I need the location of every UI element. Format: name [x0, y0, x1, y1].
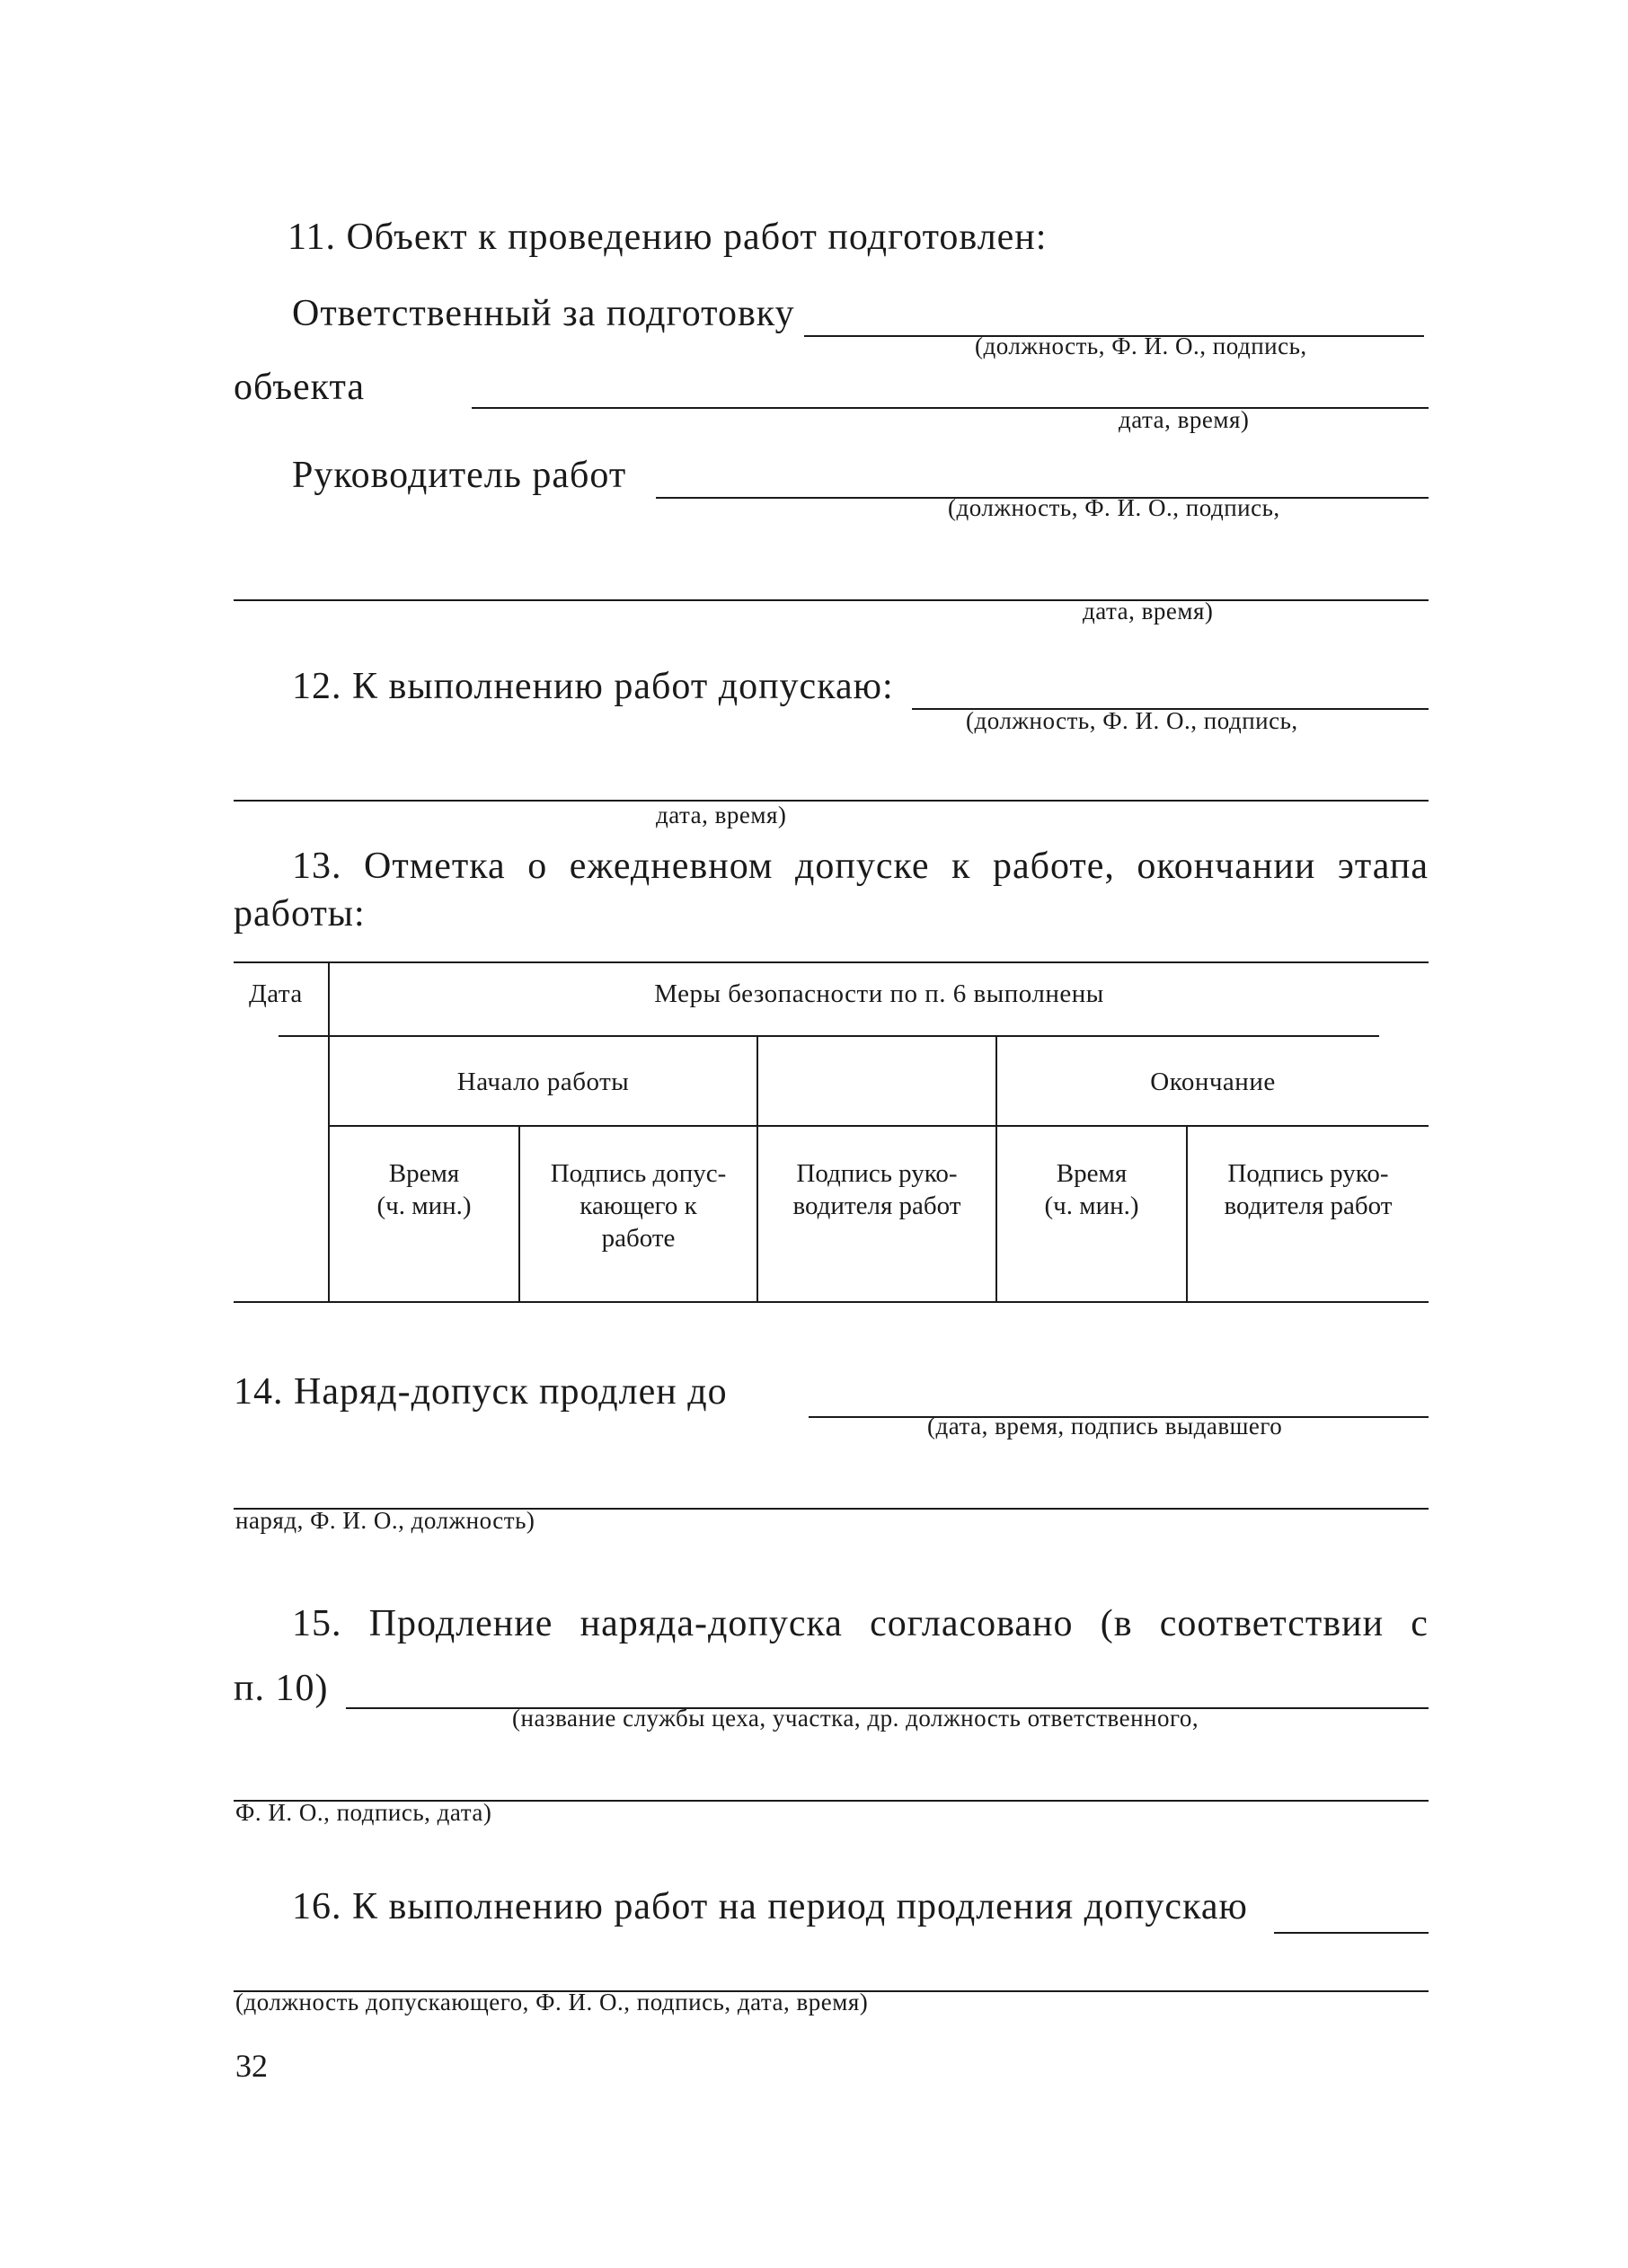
- work-start-header: Начало работы: [456, 1068, 630, 1096]
- agreement-caption-2: Ф. И. О., подпись, дата): [235, 1799, 492, 1826]
- end-time-cell: Время (ч. мин.): [1044, 1159, 1139, 1220]
- admitter-signature-line-2[interactable]: [234, 800, 1429, 802]
- section-15-heading-word: 15.: [292, 1603, 342, 1644]
- section-13-heading-word: 13.: [292, 846, 342, 887]
- section-15-heading-word: соответствии: [1159, 1603, 1385, 1644]
- work-lead-caption-2: дата, время): [1083, 598, 1214, 625]
- section-12-label: 12. К выполнению работ допускаю:: [292, 666, 894, 707]
- section-15-label-continued: п. 10): [234, 1668, 329, 1709]
- safety-measures-header: Меры безопасности по п. 6 выполнены: [654, 979, 1104, 1008]
- section-13-heading-word: о: [527, 846, 548, 887]
- section-15-heading-word: наряда-допуска: [580, 1603, 843, 1644]
- table-rule-3: [328, 1125, 1429, 1127]
- extension-caption-2: наряд, Ф. И. О., должность): [235, 1507, 535, 1534]
- table-col-rule-1: [328, 961, 330, 1303]
- lead-signature-end-cell: Подпись руко- водителя работ: [1224, 1159, 1393, 1220]
- admitter-signature-cell: Подпись допус- кающего к работе: [550, 1159, 727, 1253]
- extension-admitter-caption: (должность допускающего, Ф. И. О., подпись, дата, время): [235, 1989, 869, 2016]
- section-13-heading-word: этапа: [1337, 846, 1429, 887]
- date-column-header: Дата: [249, 979, 303, 1008]
- agreement-caption-1: (название службы цеха, участка, др. должность ответственного,: [512, 1705, 1199, 1732]
- section-11-heading: 11. Объект к проведению работ подготовлен:: [288, 217, 1048, 258]
- section-13-heading-word: ежедневном: [569, 846, 774, 887]
- responsible-caption-1: (должность, Ф. И. О., подпись,: [975, 332, 1307, 359]
- section-13-heading-continued: работы:: [234, 893, 366, 935]
- responsible-label-continued: объекта: [234, 367, 366, 408]
- work-lead-caption-1: (должность, Ф. И. О., подпись,: [948, 494, 1280, 521]
- admitter-caption-1: (должность, Ф. И. О., подпись,: [966, 707, 1298, 734]
- section-13-heading-word: допуске: [795, 846, 930, 887]
- page-number: 32: [235, 2048, 268, 2084]
- responsible-signature-line-2[interactable]: [472, 407, 1429, 409]
- admitter-caption-2: дата, время): [656, 802, 787, 828]
- work-lead-label: Руководитель работ: [292, 455, 627, 496]
- start-time-cell: Время (ч. мин.): [376, 1159, 472, 1220]
- extension-caption-1: (дата, время, подпись выдавшего: [927, 1413, 1283, 1440]
- work-end-header: Окончание: [1150, 1068, 1276, 1096]
- lead-signature-start-cell: Подпись руко- водителя работ: [792, 1159, 961, 1220]
- section-15-heading-word: с: [1411, 1603, 1429, 1644]
- extension-admitter-signature-line[interactable]: [1274, 1932, 1429, 1934]
- responsible-label: Ответственный за подготовку: [292, 293, 795, 334]
- section-13-heading-word: окончании: [1137, 846, 1316, 887]
- section-13-heading: [292, 845, 1429, 888]
- section-15-heading-word: Продление: [368, 1603, 553, 1644]
- table-top-rule: [234, 961, 1429, 963]
- responsible-caption-2: дата, время): [1119, 406, 1250, 433]
- section-13-heading-word: работе,: [992, 846, 1115, 887]
- section-15-heading: [292, 1602, 1429, 1645]
- section-16-label: 16. К выполнению работ на период продления допускаю: [292, 1886, 1248, 1927]
- section-15-heading-word: (в: [1100, 1603, 1133, 1644]
- section-15-heading-word: согласовано: [870, 1603, 1074, 1644]
- work-lead-signature-line-2[interactable]: [234, 599, 1429, 601]
- section-13-heading-word: Отметка: [364, 846, 506, 887]
- section-13-heading-word: к: [951, 846, 971, 887]
- table-rule-2: [279, 1035, 1379, 1037]
- table-bottom-rule: [234, 1301, 1429, 1303]
- section-14-label: 14. Наряд-допуск продлен до: [234, 1371, 728, 1413]
